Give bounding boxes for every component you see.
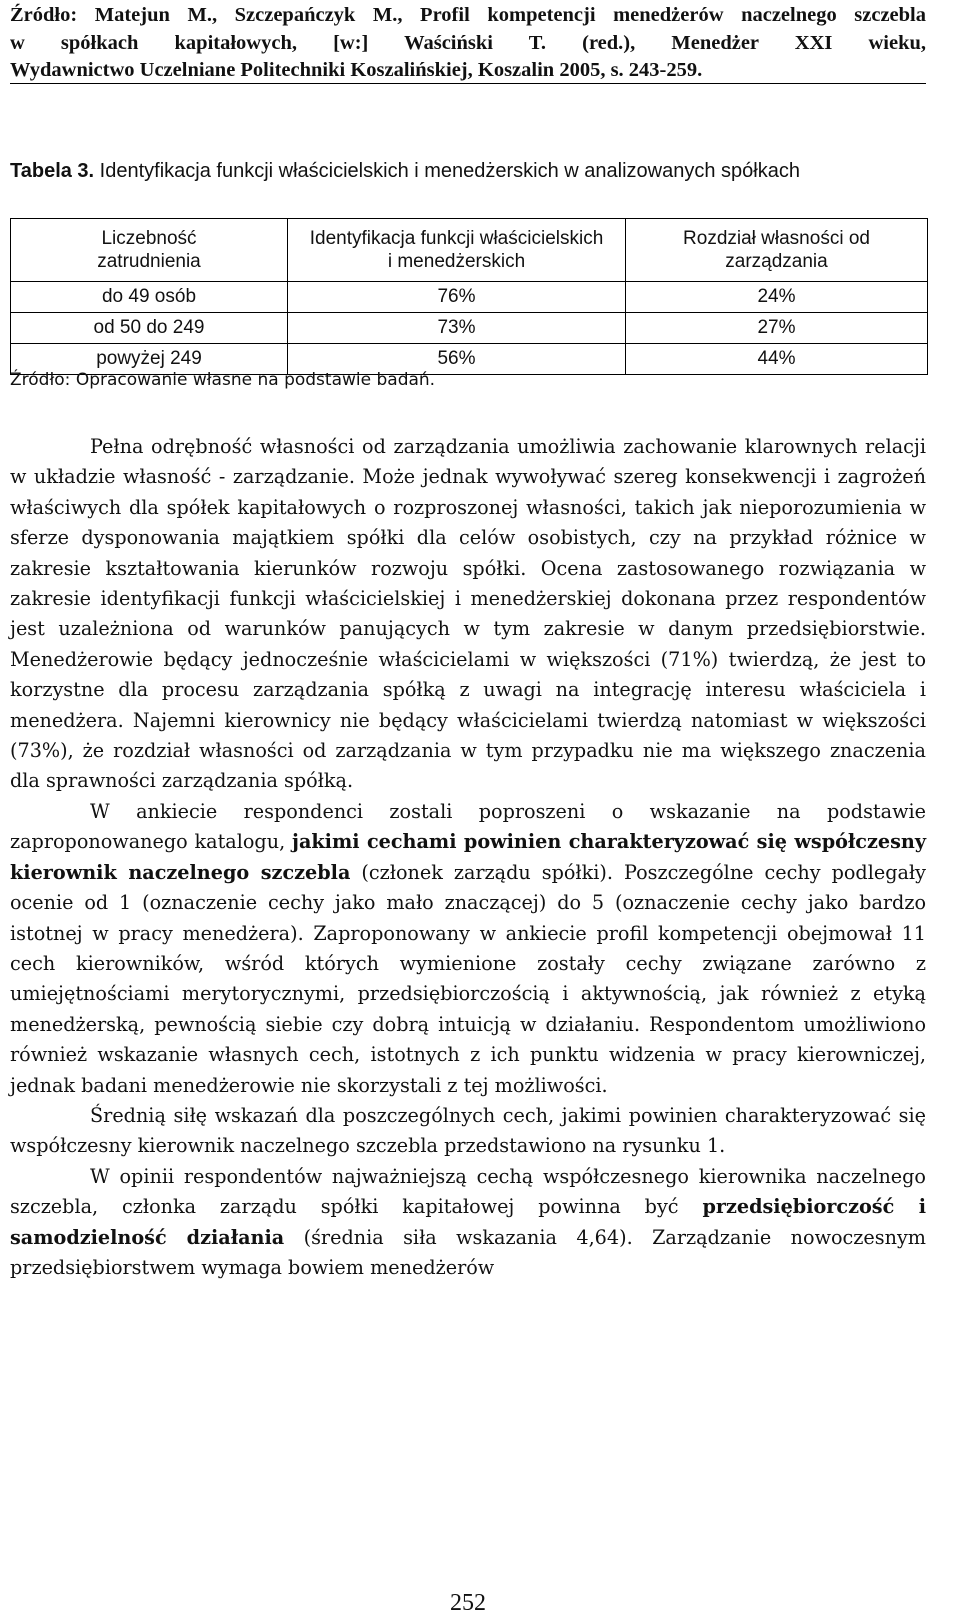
paragraph-2-text-b: (członek zarządu spółki). Poszczególne cechy podlegały ocenie od 1 (oznaczenie cechy jako mało znaczącej) do 5 (oznaczenie cechy jako bardzo istotnej w pracy menedżera). Zaproponowany w ankiecie profil kompetencji obejmował 11 cech kierowników, wśród których wymienione zostały cechy związane zarówno z umiejętnościami merytorycznymi, przedsiębiorczością i aktywnością, jak również z etyką menedżerską, pewnością siebie czy dobrą intuicją w działaniu. Respondentom umożliwiono również wskazanie własnych cech, istotnych z ich punktu widzenia w pracy kierowniczej, jednak badani menedżerowie nie skorzystali z tej możliwości. [10,860,926,1097]
table-cell: do 49 osób [11,282,288,313]
table-cell: 73% [288,313,626,344]
paragraph-4-text-a: W opinii respondentów najważniejszą cechą współczesnego kierownika naczelnego szczebla, członka zarządu spółki kapitałowej powinna być [10,1164,926,1219]
table-row [11,313,928,344]
table-source-note: Źródło: Opracowanie własne na podstawie badań. [10,370,436,390]
source-note [10,2,926,85]
table-cell: 44% [626,344,928,375]
document-page [10,0,926,1623]
paragraph-4-text-b: (średnia siła wskazania 4,64). Zarządzanie nowoczesnym przedsiębiorstwem wymaga bowiem menedżerów [10,1225,926,1279]
table-caption [10,157,926,185]
table-caption-label: Tabela 3. [10,160,95,182]
column-header: Identyfikacja funkcji właścicielskich i menedżerskich [288,219,626,282]
table-cell: 27% [626,313,928,344]
source-note-line-1: Źródło: Matejun M., Szczepańczyk M., Profil kompetencji menedżerów naczelnego szczebla [10,4,926,26]
column-header: Rozdział własności od zarządzania [626,219,928,282]
source-note-line-2: w spółkach kapitałowych, [w:] Waściński T. (red.), Menedżer XXI wieku, [10,31,926,54]
table-row [11,282,928,313]
paragraph-4 [10,1162,926,1284]
paragraph-4-bold: przedsiębiorczość i samodzielność działania [10,1195,927,1249]
column-header: Liczebność zatrudnienia [11,219,288,282]
table-header-row [11,219,928,282]
paragraph-2-bold: jakimi cechami powinien charakteryzować się współczesny kierownik naczelnego szczebla [10,830,926,884]
body-text [10,432,926,1283]
page-number: 252 [450,1590,486,1616]
table-cell: 56% [288,344,626,375]
paragraph-3: Średnią siłę wskazań dla poszczególnych cech, jakimi powinien charakteryzować się współczesny kierownik naczelnego szczebla przedstawiono na rysunku 1. [10,1103,926,1158]
footnote-rule [10,83,926,84]
paragraph-1: Pełna odrębność własności od zarządzania umożliwia zachowanie klarownych relacji w układzie własność - zarządzanie. Może jednak wywoływać szereg konsekwencji i zagrożeń właściwych dla spółek kapitałowych o rozproszonej własności, takich jak nieporozumienia w sferze dysponowania majątkiem spółki dla celów osobistych, czy na przykład różnice w zakresie kształtowania kierunków rozwoju spółki. Ocena zastosowanego rozwiązania w zakresie identyfikacji funkcji właścicielskiej i menedżerskiej dokonana przez respondentów jest uzależniona od warunków panujących w tym zakresie w danym przedsiębiorstwie. Menedżerowie będący jednocześnie właścicielami w większości (71%) twierdzą, że jest to korzystne dla procesu zarządzania spółką z uwagi na integrację interesu właściciela i menedżera. Najemni kierownicy nie będący właścicielami twierdzą natomiast w większości (73%), że rozdział własności od zarządzania w tym przypadku nie ma większego znaczenia dla sprawności zarządzania spółką. [10,435,926,793]
table-cell: od 50 do 249 [11,313,288,344]
source-note-line-3: Wydawnictwo Uczelniane Politechniki Koszalińskiej, Koszalin 2005, s. 243-259. [10,59,703,81]
table-cell: powyżej 249 [11,344,288,375]
table-caption-text: Identyfikacja funkcji właścicielskich i menedżerskich w analizowanych spółkach [94,160,800,182]
table-cell: 24% [626,282,928,313]
table-cell: 76% [288,282,626,313]
data-table [10,218,928,375]
paragraph-2 [10,797,926,1101]
paragraph-2-text-a: W ankiecie respondenci zostali poproszeni o wskazanie na podstawie zaproponowanego katalogu, [10,799,926,854]
